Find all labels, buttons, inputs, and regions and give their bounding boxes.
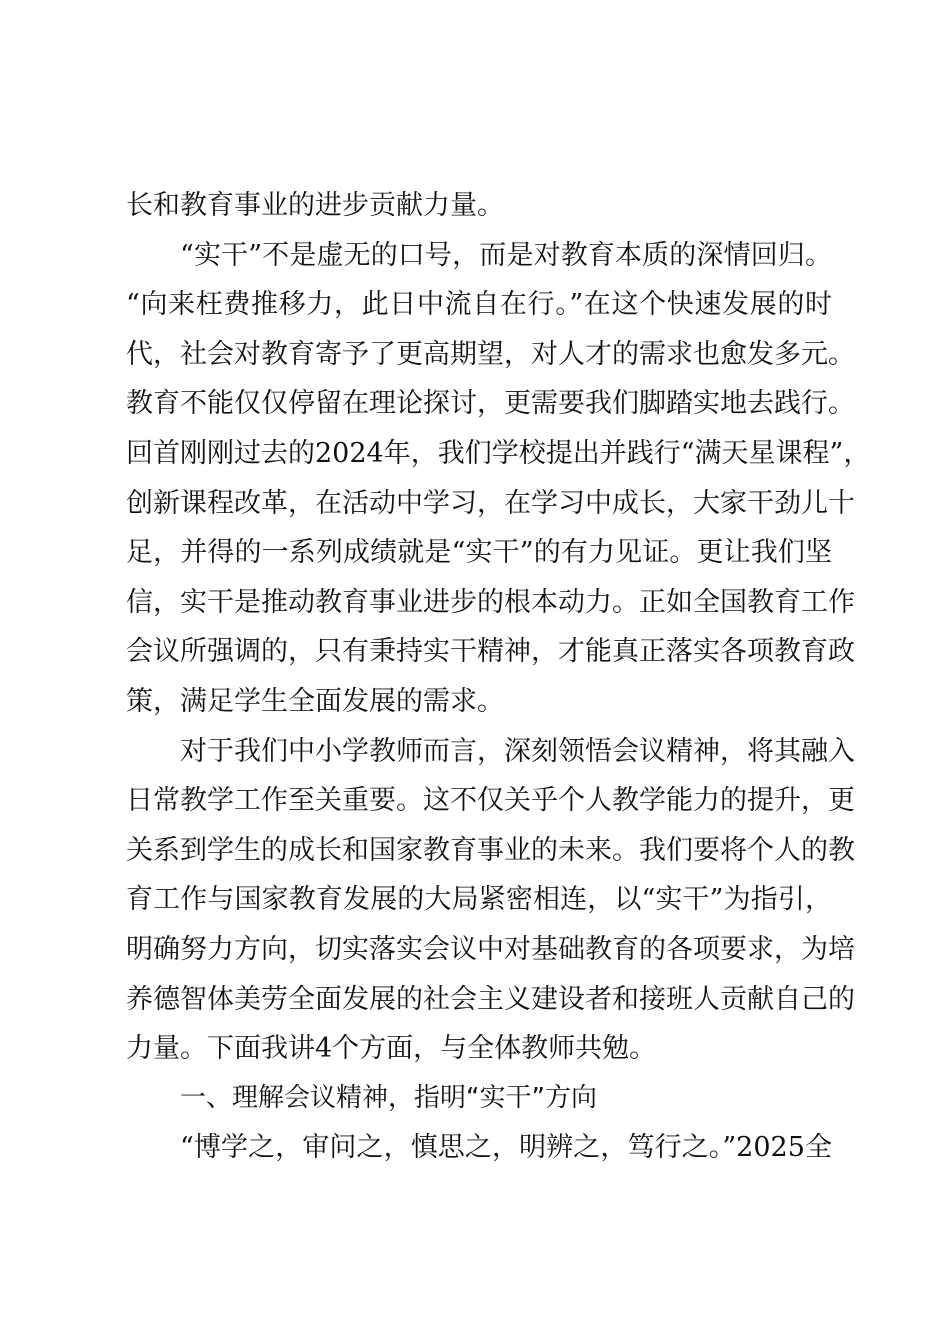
text-line: 关系到学生的成长和国家教育事业的未来。我们要将个人的教 — [126, 834, 855, 866]
text-line: 力量。下面我讲4个方面，与全体教师共勉。 — [126, 1033, 657, 1065]
paragraph — [126, 727, 855, 1074]
section-heading: 一、理解会议精神，指明“实干”方向 — [180, 1082, 597, 1113]
text-line: 明确努力方向，切实落实会议中对基础教育的各项要求，为培 — [126, 933, 855, 965]
text-line: 策，满足学生全面发展的需求。 — [126, 685, 504, 717]
paragraph — [126, 1123, 832, 1173]
text-line: “博学之，审问之，慎思之，明辨之，笃行之。”2025全 — [180, 1132, 832, 1164]
text-line: 回首刚刚过去的2024年，我们学校提出并践行“满天星课程”， — [126, 437, 871, 469]
text-line: 日常教学工作至关重要。这不仅关乎个人教学能力的提升，更 — [126, 785, 855, 817]
text-line: 对于我们中小学教师而言，深刻领悟会议精神，将其融入 — [180, 735, 855, 767]
text-line: 养德智体美劳全面发展的社会主义建设者和接班人贡献自己的 — [126, 983, 855, 1015]
text-line: “向来枉费推移力，此日中流自在行。”在这个快速发展的时 — [126, 289, 832, 321]
text-line: 育工作与国家教育发展的大局紧密相连，以“实干”为指引， — [126, 884, 832, 916]
document-body — [126, 181, 871, 1173]
text-line: 长和教育事业的进步贡献力量。 — [126, 190, 504, 221]
text-line: 代，社会对教育寄予了更高期望，对人才的需求也愈发多元。 — [126, 338, 855, 370]
text-line: 足，并得的一系列成绩就是“实干”的有力见证。更让我们坚 — [126, 537, 832, 569]
text-line: 创新课程改革，在活动中学习，在学习中成长，大家干劲儿十 — [126, 487, 855, 519]
text-line: “实干”不是虚无的口号，而是对教育本质的深情回归。 — [180, 239, 832, 271]
paragraph — [126, 181, 832, 231]
paragraph — [126, 231, 871, 727]
text-line: 会议所强调的，只有秉持实干精神，才能真正落实各项教育政 — [126, 636, 855, 668]
text-line: 信，实干是推动教育事业进步的根本动力。正如全国教育工作 — [126, 586, 855, 618]
text-line: 教育不能仅仅停留在理论探讨，更需要我们脚踏实地去践行。 — [126, 388, 855, 420]
